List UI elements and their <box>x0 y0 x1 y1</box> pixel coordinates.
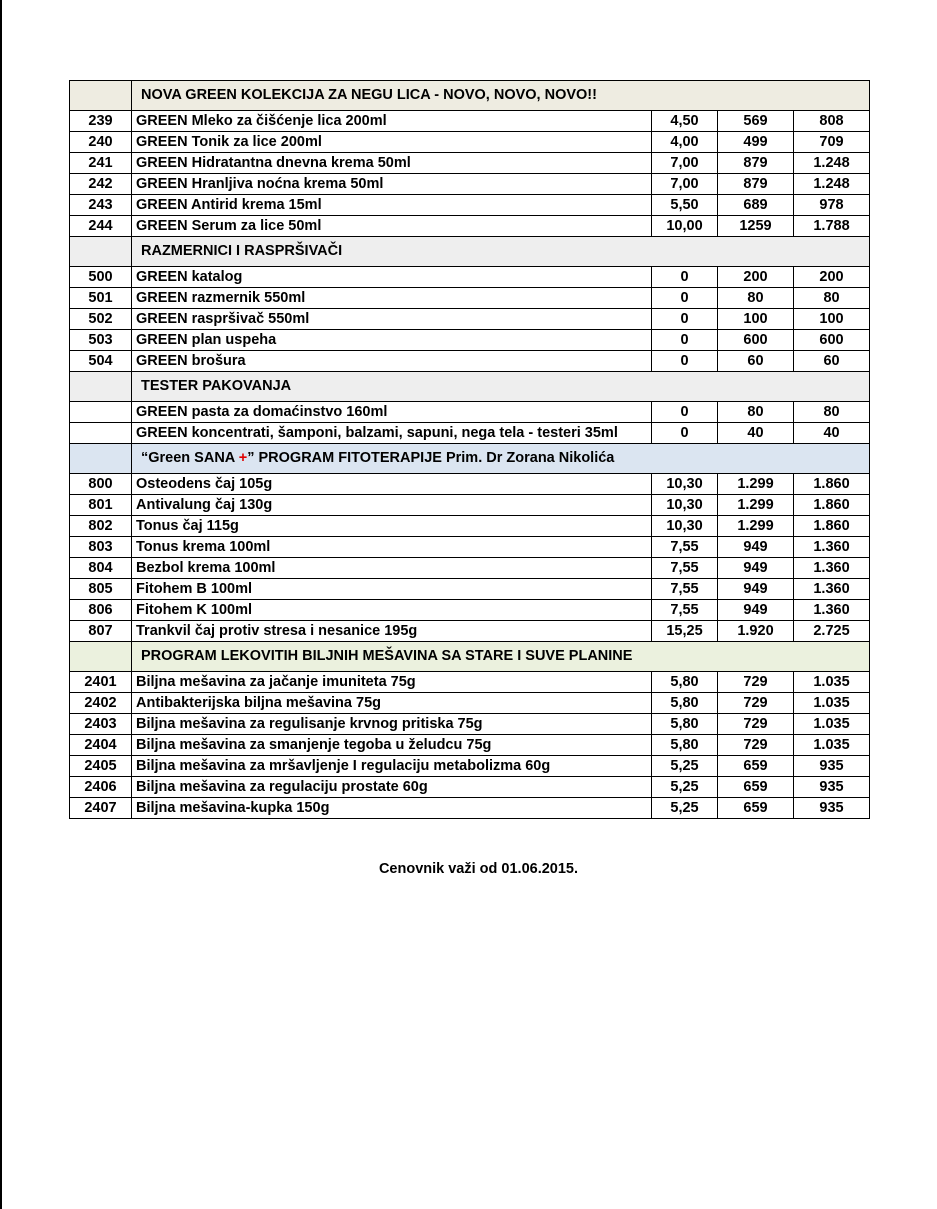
price-a: 0 <box>652 423 718 444</box>
product-name: GREEN katalog <box>132 267 652 288</box>
price-c: 1.248 <box>794 174 870 195</box>
price-b: 40 <box>718 423 794 444</box>
table-row <box>70 267 870 288</box>
table-row <box>70 402 870 423</box>
validity-note: Cenovnik važi od 01.06.2015. <box>378 861 579 877</box>
table-row <box>70 195 870 216</box>
product-code: 805 <box>70 579 132 600</box>
price-a: 5,80 <box>652 672 718 693</box>
price-c: 1.860 <box>794 495 870 516</box>
price-c: 1.360 <box>794 537 870 558</box>
product-name: Tonus krema 100ml <box>132 537 652 558</box>
table-row <box>70 153 870 174</box>
table-row <box>70 474 870 495</box>
price-b: 689 <box>718 195 794 216</box>
price-c: 1.248 <box>794 153 870 174</box>
section-title-prefix: “Green SANA <box>141 450 239 466</box>
price-b: 60 <box>718 351 794 372</box>
product-code: 502 <box>70 309 132 330</box>
table-row <box>70 600 870 621</box>
section-code-cell <box>70 372 132 402</box>
table-row <box>70 288 870 309</box>
product-code: 504 <box>70 351 132 372</box>
price-b: 100 <box>718 309 794 330</box>
price-c: 1.360 <box>794 579 870 600</box>
product-name: GREEN Serum za lice 50ml <box>132 216 652 237</box>
price-a: 5,25 <box>652 798 718 819</box>
section-title-suffix: ” PROGRAM FITOTERAPIJE Prim. Dr Zorana Nikolića <box>247 450 615 466</box>
product-name: GREEN brošura <box>132 351 652 372</box>
price-b: 879 <box>718 174 794 195</box>
product-code: 243 <box>70 195 132 216</box>
price-c: 40 <box>794 423 870 444</box>
plus-mark: + <box>238 450 248 466</box>
price-c: 60 <box>794 351 870 372</box>
price-b: 1.920 <box>718 621 794 642</box>
table-row <box>70 756 870 777</box>
price-c: 100 <box>794 309 870 330</box>
table-row <box>70 735 870 756</box>
price-b: 569 <box>718 111 794 132</box>
price-b: 1.299 <box>718 516 794 537</box>
product-name: GREEN raspršivač 550ml <box>132 309 652 330</box>
price-a: 5,25 <box>652 777 718 798</box>
product-code: 240 <box>70 132 132 153</box>
section-code-cell <box>70 444 132 474</box>
price-c: 1.035 <box>794 735 870 756</box>
product-name: Biljna mešavina za regulisanje krvnog pritiska 75g <box>132 714 652 735</box>
section-herbal-mixtures-header <box>70 642 870 672</box>
price-c: 1.860 <box>794 516 870 537</box>
price-c: 80 <box>794 288 870 309</box>
price-b: 729 <box>718 735 794 756</box>
table-row <box>70 111 870 132</box>
section-title <box>132 444 870 474</box>
product-name: GREEN razmernik 550ml <box>132 288 652 309</box>
product-code: 803 <box>70 537 132 558</box>
product-code: 2405 <box>70 756 132 777</box>
product-name: GREEN Mleko za čišćenje lica 200ml <box>132 111 652 132</box>
price-b: 80 <box>718 402 794 423</box>
price-a: 4,00 <box>652 132 718 153</box>
price-b: 499 <box>718 132 794 153</box>
section-title: PROGRAM LEKOVITIH BILJNIH MEŠAVINA SA STARE I SUVE PLANINE <box>132 642 870 672</box>
price-b: 949 <box>718 537 794 558</box>
table-row <box>70 309 870 330</box>
price-c: 600 <box>794 330 870 351</box>
product-name: GREEN Tonik za lice 200ml <box>132 132 652 153</box>
table-row <box>70 174 870 195</box>
product-code <box>70 402 132 423</box>
product-code: 807 <box>70 621 132 642</box>
price-b: 659 <box>718 777 794 798</box>
price-b: 600 <box>718 330 794 351</box>
product-code: 2401 <box>70 672 132 693</box>
table-row <box>70 558 870 579</box>
price-c: 1.035 <box>794 672 870 693</box>
product-code: 2406 <box>70 777 132 798</box>
product-code: 503 <box>70 330 132 351</box>
product-code: 802 <box>70 516 132 537</box>
price-a: 10,30 <box>652 495 718 516</box>
table-row <box>70 777 870 798</box>
price-b: 879 <box>718 153 794 174</box>
price-b: 949 <box>718 600 794 621</box>
product-name: GREEN Hidratantna dnevna krema 50ml <box>132 153 652 174</box>
table-row <box>70 495 870 516</box>
price-a: 5,50 <box>652 195 718 216</box>
price-a: 7,55 <box>652 600 718 621</box>
section-title: NOVA GREEN KOLEKCIJA ZA NEGU LICA - NOVO, NOVO, NOVO!! <box>132 81 870 111</box>
price-b: 949 <box>718 579 794 600</box>
price-c: 1.035 <box>794 714 870 735</box>
product-code: 2402 <box>70 693 132 714</box>
section-code-cell <box>70 81 132 111</box>
table-row <box>70 579 870 600</box>
price-c: 935 <box>794 777 870 798</box>
table-row <box>70 330 870 351</box>
price-a: 10,30 <box>652 516 718 537</box>
product-name: Bezbol krema 100ml <box>132 558 652 579</box>
price-a: 7,00 <box>652 174 718 195</box>
price-b: 729 <box>718 714 794 735</box>
product-name: Biljna mešavina za regulaciju prostate 60g <box>132 777 652 798</box>
price-c: 1.360 <box>794 600 870 621</box>
product-code: 241 <box>70 153 132 174</box>
price-c: 1.360 <box>794 558 870 579</box>
price-a: 0 <box>652 309 718 330</box>
price-c: 2.725 <box>794 621 870 642</box>
table-row <box>70 537 870 558</box>
price-a: 0 <box>652 330 718 351</box>
price-c: 978 <box>794 195 870 216</box>
product-name: Tonus čaj 115g <box>132 516 652 537</box>
product-code: 801 <box>70 495 132 516</box>
product-name: Antivalung čaj 130g <box>132 495 652 516</box>
price-b: 1259 <box>718 216 794 237</box>
price-c: 808 <box>794 111 870 132</box>
price-c: 1.035 <box>794 693 870 714</box>
price-c: 200 <box>794 267 870 288</box>
product-name: Antibakterijska biljna mešavina 75g <box>132 693 652 714</box>
section-testers-header <box>70 372 870 402</box>
product-name: Biljna mešavina za smanjenje tegoba u želudcu 75g <box>132 735 652 756</box>
price-a: 5,80 <box>652 714 718 735</box>
section-code-cell <box>70 237 132 267</box>
price-b: 729 <box>718 693 794 714</box>
price-a: 7,55 <box>652 558 718 579</box>
table-row <box>70 216 870 237</box>
section-face-care-header <box>70 81 870 111</box>
section-title: RAZMERNICI I RASPRŠIVAČI <box>132 237 870 267</box>
table-row <box>70 714 870 735</box>
price-b: 80 <box>718 288 794 309</box>
product-code: 800 <box>70 474 132 495</box>
product-name: GREEN koncentrati, šamponi, balzami, sapuni, nega tela - testeri 35ml <box>132 423 652 444</box>
price-b: 659 <box>718 798 794 819</box>
price-a: 5,25 <box>652 756 718 777</box>
table-row <box>70 798 870 819</box>
table-row <box>70 423 870 444</box>
price-c: 709 <box>794 132 870 153</box>
price-c: 1.860 <box>794 474 870 495</box>
table-row <box>70 516 870 537</box>
price-c: 80 <box>794 402 870 423</box>
product-name: Biljna mešavina za jačanje imuniteta 75g <box>132 672 652 693</box>
price-a: 15,25 <box>652 621 718 642</box>
table-row <box>70 132 870 153</box>
price-a: 7,00 <box>652 153 718 174</box>
product-name: Trankvil čaj protiv stresa i nesanice 195g <box>132 621 652 642</box>
section-code-cell <box>70 642 132 672</box>
section-title: TESTER PAKOVANJA <box>132 372 870 402</box>
product-name: Fitohem B 100ml <box>132 579 652 600</box>
section-dispensers-header <box>70 237 870 267</box>
product-code: 242 <box>70 174 132 195</box>
product-name: Biljna mešavina-kupka 150g <box>132 798 652 819</box>
price-a: 0 <box>652 288 718 309</box>
price-b: 659 <box>718 756 794 777</box>
table-row <box>70 351 870 372</box>
table-row <box>70 621 870 642</box>
price-b: 200 <box>718 267 794 288</box>
section-phytotherapy-header <box>70 444 870 474</box>
product-code <box>70 423 132 444</box>
product-code: 2407 <box>70 798 132 819</box>
price-b: 1.299 <box>718 495 794 516</box>
product-code: 804 <box>70 558 132 579</box>
table-row <box>70 672 870 693</box>
price-b: 1.299 <box>718 474 794 495</box>
product-code: 501 <box>70 288 132 309</box>
price-a: 0 <box>652 402 718 423</box>
product-name: Osteodens čaj 105g <box>132 474 652 495</box>
product-code: 2403 <box>70 714 132 735</box>
price-b: 729 <box>718 672 794 693</box>
price-a: 0 <box>652 267 718 288</box>
product-name: GREEN pasta za domaćinstvo 160ml <box>132 402 652 423</box>
product-code: 244 <box>70 216 132 237</box>
price-a: 5,80 <box>652 735 718 756</box>
price-list-table <box>69 80 870 819</box>
product-code: 239 <box>70 111 132 132</box>
product-name: Biljna mešavina za mršavljenje I regulaciju metabolizma 60g <box>132 756 652 777</box>
page-left-border <box>0 0 2 1209</box>
product-code: 500 <box>70 267 132 288</box>
price-a: 10,30 <box>652 474 718 495</box>
price-c: 935 <box>794 798 870 819</box>
price-a: 7,55 <box>652 537 718 558</box>
product-code: 806 <box>70 600 132 621</box>
product-name: GREEN Antirid krema 15ml <box>132 195 652 216</box>
price-a: 7,55 <box>652 579 718 600</box>
table-row <box>70 693 870 714</box>
product-name: GREEN plan uspeha <box>132 330 652 351</box>
product-name: Fitohem K 100ml <box>132 600 652 621</box>
price-c: 935 <box>794 756 870 777</box>
price-a: 5,80 <box>652 693 718 714</box>
product-name: GREEN Hranljiva noćna krema 50ml <box>132 174 652 195</box>
price-a: 10,00 <box>652 216 718 237</box>
price-b: 949 <box>718 558 794 579</box>
price-c: 1.788 <box>794 216 870 237</box>
product-code: 2404 <box>70 735 132 756</box>
price-a: 4,50 <box>652 111 718 132</box>
price-a: 0 <box>652 351 718 372</box>
